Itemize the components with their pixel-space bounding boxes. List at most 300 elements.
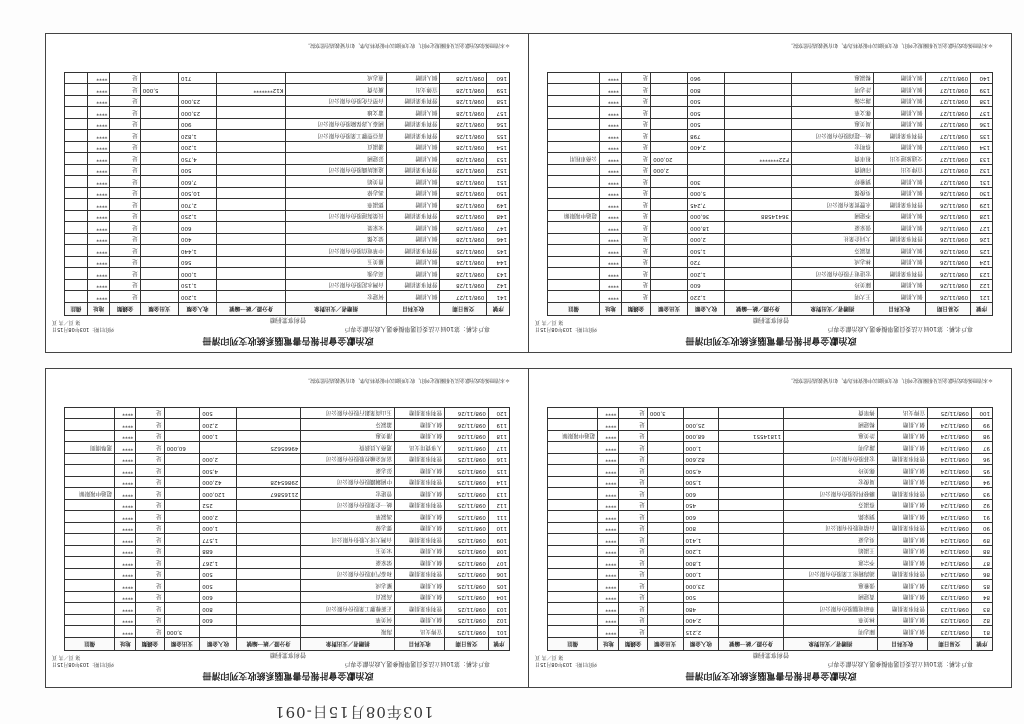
table-cell [725,84,792,96]
table-cell: 112 [488,500,509,512]
table-cell: 玉山商業銀行股份有限公司 [301,408,395,420]
table-cell: 86 [971,569,992,581]
print-date: 列印日期：103年08月15日 [52,661,115,667]
table-cell: 個人捐贈 [877,592,927,604]
table-cell [647,557,683,569]
table-cell [548,534,598,546]
column-header: 金錢類 [110,303,140,316]
table-cell: 153 [487,153,510,165]
table-cell: 是 [136,477,164,489]
table-cell: 是 [621,257,650,269]
table-cell: 89 [971,534,992,546]
table-cell: **** [598,431,619,443]
table-cell: 個人捐贈 [395,465,445,477]
table-cell [548,500,598,512]
table-cell [140,188,178,200]
table-cell [236,592,301,604]
table-cell: 098/11/27 [925,165,970,177]
table-cell: **** [87,142,110,154]
table-cell: 富邦金融控股股份有限公司 [301,454,395,466]
table-cell: **** [115,546,136,558]
table-cell: 個人捐贈 [877,626,927,638]
table-cell: 1,000 [200,523,237,535]
table-cell: 是 [110,245,140,257]
table-cell [719,546,784,558]
table-cell: **** [87,291,110,303]
table-cell [164,546,200,558]
table-cell: 營利事業捐贈 [386,130,440,142]
table-cell: 個人捐贈 [877,511,927,523]
table-cell: 謝宗翰 [791,96,873,108]
ledger-page-1 [45,33,529,353]
table-cell: 海報 [301,626,395,638]
table-cell [140,245,178,257]
table-cell: **** [599,130,621,142]
table-cell: 台塑石化股份有限公司 [286,96,386,108]
table-cell [65,615,115,627]
table-cell [647,431,683,443]
table-cell: 鄭文華 [791,107,873,119]
table-cell [140,268,178,280]
account-name: 專戶名稱：第10屆立法委員選舉擬參選人政治獻金專戶 [827,325,973,332]
table-cell [200,442,237,454]
table-cell: 正新橡膠工業股份有限公司 [301,603,395,615]
table-cell: 許美惠 [783,431,877,443]
table-cell: 吳志豪 [783,534,877,546]
table-cell [719,477,784,489]
table-row [65,500,510,512]
table-cell [651,268,688,280]
table-cell: **** [598,592,619,604]
table-cell: **** [599,153,621,165]
table-cell [217,130,286,142]
table-cell: 是 [110,211,140,223]
table-cell [548,222,600,234]
table-cell: 098/11/25 [445,569,489,581]
table-cell: 098/11/25 [445,603,489,615]
table-cell [719,454,784,466]
table-cell: 個人捐贈 [395,419,445,431]
table-cell: 個人捐贈 [873,291,925,303]
table-cell: 個人捐贈 [877,580,927,592]
table-cell: 是 [136,500,164,512]
table-cell: 是 [621,234,650,246]
ledger-page-3 [45,368,529,688]
table-cell: 李建國 [791,211,873,223]
table-row [548,222,993,234]
table-cell: 營利事業捐贈 [395,500,445,512]
table-cell: 96 [971,454,992,466]
table-row [65,268,510,280]
table-row [65,477,510,489]
table-cell: 116 [488,454,509,466]
table-row [548,234,993,246]
table-cell [140,280,178,292]
table-cell: 羅志成 [301,580,395,592]
table-cell: 是 [136,408,164,420]
table-cell: 82,600 [683,454,719,466]
table-cell: 梁文傑 [286,234,386,246]
table-cell [725,291,792,303]
table-cell: 500 [200,569,237,581]
table-cell: 107 [488,557,509,569]
table-cell [548,477,598,489]
table-cell: 是 [619,569,647,581]
table-cell: 100 [971,408,992,420]
table-cell: **** [87,222,110,234]
table-cell: 張家豪 [791,222,873,234]
table-row [65,431,510,443]
table-cell [548,569,598,581]
table-cell: 098/11/25 [445,626,489,638]
table-cell: 500 [688,107,725,119]
table-cell: 133 [971,153,993,165]
table-cell: 500 [688,119,725,131]
table-cell: 25,000 [683,419,719,431]
table-cell [548,419,598,431]
table-cell: 1,577 [200,534,237,546]
table-cell: 董志成 [286,73,386,85]
table-cell: 098/11/26 [445,442,489,454]
table-cell: 60,000 [164,442,200,454]
table-cell: 潘淑貞 [286,142,386,154]
table-row [65,176,510,188]
table-cell: 蔡明宏 [791,142,873,154]
table-cell: 營利事業捐贈 [873,234,925,246]
table-cell: **** [599,234,621,246]
table-cell: 450 [683,500,719,512]
table-row [65,257,510,269]
table-cell: **** [599,176,621,188]
table-cell: 098/11/23 [927,592,971,604]
table-cell: 098/11/28 [440,222,487,234]
table-cell: **** [599,257,621,269]
table-row [65,142,510,154]
table-cell [65,199,88,211]
table-cell: **** [598,408,619,420]
table-cell: 印刷費 [791,165,873,177]
table-cell: 1,267 [200,557,237,569]
table-cell: 林美華 [783,615,877,627]
table-row [548,477,993,489]
table-cell: 陳志明 [783,626,877,638]
table-cell: 23,000 [178,96,216,108]
column-header: 收入金額 [178,303,216,316]
table-cell: 82 [971,615,992,627]
table-cell: 是 [619,546,647,558]
table-cell: 華碩電腦股份有限公司 [783,603,877,615]
table-cell [651,257,688,269]
column-header: 地址 [115,638,136,651]
column-header: 交易日期 [440,303,487,316]
table-cell [65,408,115,420]
table-cell: **** [115,592,136,604]
table-cell: 2,200 [200,419,237,431]
table-row [548,165,993,177]
page-content [529,34,1012,353]
print-meta [52,318,114,332]
table-row [548,280,993,292]
table-cell [164,408,200,420]
table-cell: 600 [200,592,237,604]
table-row [65,511,510,523]
table-row [548,199,993,211]
table-row [65,119,510,131]
table-cell [719,626,784,638]
table-cell: 是 [110,130,140,142]
table-cell: 是 [136,626,164,638]
column-header: 序號 [971,303,993,316]
print-date: 列印日期：103年08月15日 [535,661,598,667]
table-row [548,615,993,627]
table-cell: 098/11/26 [445,419,489,431]
table-cell: **** [599,96,621,108]
table-cell [65,84,88,96]
table-cell [65,465,115,477]
table-row [65,442,510,454]
table-cell [548,165,600,177]
table-cell: 098/11/24 [927,431,971,443]
table-cell [140,73,178,85]
table-cell [217,165,286,177]
table-cell: **** [87,165,110,177]
table-cell: 29865428 [236,477,301,489]
table-cell: 營利事業捐贈 [395,569,445,581]
table-cell [719,419,784,431]
table-cell: 121 [971,291,993,303]
table-cell: 長榮海運股份有限公司 [286,211,386,223]
table-cell: **** [115,465,136,477]
table-row [548,557,993,569]
table-cell: **** [115,454,136,466]
table-cell: 120,000 [200,488,237,500]
table-cell: 1,500 [683,477,719,489]
table-cell [651,199,688,211]
table-cell [647,580,683,592]
table-cell [647,454,683,466]
table-cell [217,280,286,292]
table-cell [236,523,301,535]
table-row [65,592,510,604]
table-cell [65,234,88,246]
table-cell: 是 [136,442,164,454]
table-cell [65,176,88,188]
table-row [65,465,510,477]
table-cell: 106 [488,569,509,581]
table-cell: 800 [200,603,237,615]
table-cell: 098/11/27 [925,142,970,154]
table-cell: 個人捐贈 [877,557,927,569]
table-cell [548,119,600,131]
table-cell: 營利事業捐贈 [386,280,440,292]
table-cell [647,477,683,489]
table-cell: 個人捐贈 [386,176,440,188]
page-title: 政治獻金會計報告書電腦系統收支列印清冊 [202,335,374,345]
table-cell: 是 [621,188,650,200]
table-cell: 是 [110,84,140,96]
table-cell: 098/11/25 [445,454,489,466]
table-cell [651,107,688,119]
table-cell: **** [599,165,621,177]
table-cell: 098/11/26 [925,245,970,257]
table-cell: 99 [971,419,992,431]
table-cell [140,257,178,269]
table-cell: 宏碁股份有限公司 [783,454,877,466]
table-cell: 500 [200,580,237,592]
table-cell [236,546,301,558]
table-cell: **** [87,188,110,200]
record-type: 營利事業捐贈 [270,316,307,323]
table-cell: 098/11/25 [445,477,489,489]
footnote: ＊本清冊係依政治獻金法及相關規定列印，收支明細以申報資料為準，如有疑義請洽監察院。 [304,377,510,383]
table-cell: 營利事業捐贈 [877,488,927,500]
table-cell: 152 [487,165,510,177]
table-cell: 098/11/28 [440,176,487,188]
table-cell [647,592,683,604]
table-cell [548,511,598,523]
table-cell: 是 [619,511,647,523]
table-cell: 098/11/28 [440,130,487,142]
ledger-page-2 [528,368,1012,688]
table-cell: 是 [621,199,650,211]
table-cell: 4,750 [178,153,216,165]
table-cell: 個人捐贈 [873,84,925,96]
table-cell: 2,400 [683,615,719,627]
table-cell: 個人捐贈 [873,211,925,223]
table-cell: 098/11/24 [927,465,971,477]
table-cell: 098/11/24 [927,500,971,512]
table-row [548,603,993,615]
table-cell [651,234,688,246]
table-row [65,626,510,638]
table-cell [548,291,600,303]
table-cell: 個人捐贈 [873,188,925,200]
table-cell: 108 [488,546,509,558]
column-header: 序號 [971,638,992,651]
table-cell [164,488,200,500]
table-cell: 是 [136,511,164,523]
table-cell: 688 [200,546,237,558]
table-cell: 宣傳支出 [395,626,445,638]
table-cell [140,130,178,142]
table-cell [651,84,688,96]
table-cell: 是 [619,534,647,546]
table-row [548,569,993,581]
table-cell: 500 [200,408,237,420]
table-cell [548,615,598,627]
table-cell: 營利事業捐贈 [873,130,925,142]
table-cell: 1,200 [178,142,216,154]
table-cell [548,234,600,246]
table-row [65,615,510,627]
table-cell: **** [115,419,136,431]
table-cell [164,569,200,581]
table-cell: 營利事業捐贈 [395,408,445,420]
table-cell: 個人捐贈 [873,142,925,154]
table-cell: **** [598,477,619,489]
table-cell [164,580,200,592]
table-cell: 聯發科技股份有限公司 [783,488,877,500]
table-cell [688,153,725,165]
table-row [548,500,993,512]
table-cell [548,73,600,85]
table-cell: K12******* [217,84,286,96]
table-cell [719,511,784,523]
table-cell [65,245,88,257]
table-cell: 1,000 [683,442,719,454]
table-cell: **** [87,119,110,131]
table-cell: 中國鋼鐵股份有限公司 [301,477,395,489]
table-row [548,176,993,188]
table-cell: **** [599,268,621,280]
table-cell: 是 [619,477,647,489]
table-cell: 是 [110,257,140,269]
table-cell [164,615,200,627]
table-cell: 85 [971,580,992,592]
table-cell [236,615,301,627]
column-header: 捐贈者／支出對象 [791,303,873,316]
table-cell [725,280,792,292]
table-cell: 114 [488,477,509,489]
table-cell [548,465,598,477]
account-name: 專戶名稱：第10屆立法委員選舉擬參選人政治獻金專戶 [344,325,490,332]
table-cell [548,188,600,200]
table-cell [548,546,598,558]
table-cell [65,153,88,165]
table-cell: 王大明 [791,291,873,303]
table-cell: 個人捐贈 [386,142,440,154]
table-cell: 個人捐贈 [873,73,925,85]
table-cell: 97 [971,442,992,454]
table-cell: 劉雅婷 [791,176,873,188]
page-content [46,34,529,353]
table-cell: 個人捐贈 [386,73,440,85]
table-cell [217,222,286,234]
table-cell [719,442,784,454]
table-cell: 鴻海精密工業股份有限公司 [783,569,877,581]
table-cell [647,615,683,627]
table-cell [548,199,600,211]
column-header: 備註 [65,303,88,316]
table-cell [140,96,178,108]
table-cell: 個人捐贈 [386,107,440,119]
table-cell: 098/11/26 [925,280,970,292]
column-header: 身分證／統一編號 [217,303,286,316]
table-cell: 252 [200,500,237,512]
table-cell: 113 [488,488,509,500]
table-cell [548,626,598,638]
table-cell [65,165,88,177]
column-header: 收支科目 [395,638,445,651]
table-cell: 何美華 [301,615,395,627]
table-row [548,454,993,466]
column-header: 身分證／統一編號 [236,638,301,651]
table-cell: 098/11/24 [927,488,971,500]
table-cell: 潘美惠 [301,431,395,443]
table-cell [217,153,286,165]
header-row [548,638,993,651]
footnote: ＊本清冊係依政治獻金法及相關規定列印，收支明細以申報資料為準，如有疑義請洽監察院。 [787,42,993,48]
table-cell: **** [87,107,110,119]
table-cell: 098/11/27 [925,119,970,131]
table-cell [164,523,200,535]
table-cell: 個人捐贈 [877,442,927,454]
table-cell: 是 [136,580,164,592]
table-row [548,546,993,558]
table-cell: 1,820 [178,130,216,142]
table-cell [140,211,178,223]
table-cell: 20,000 [651,153,688,165]
